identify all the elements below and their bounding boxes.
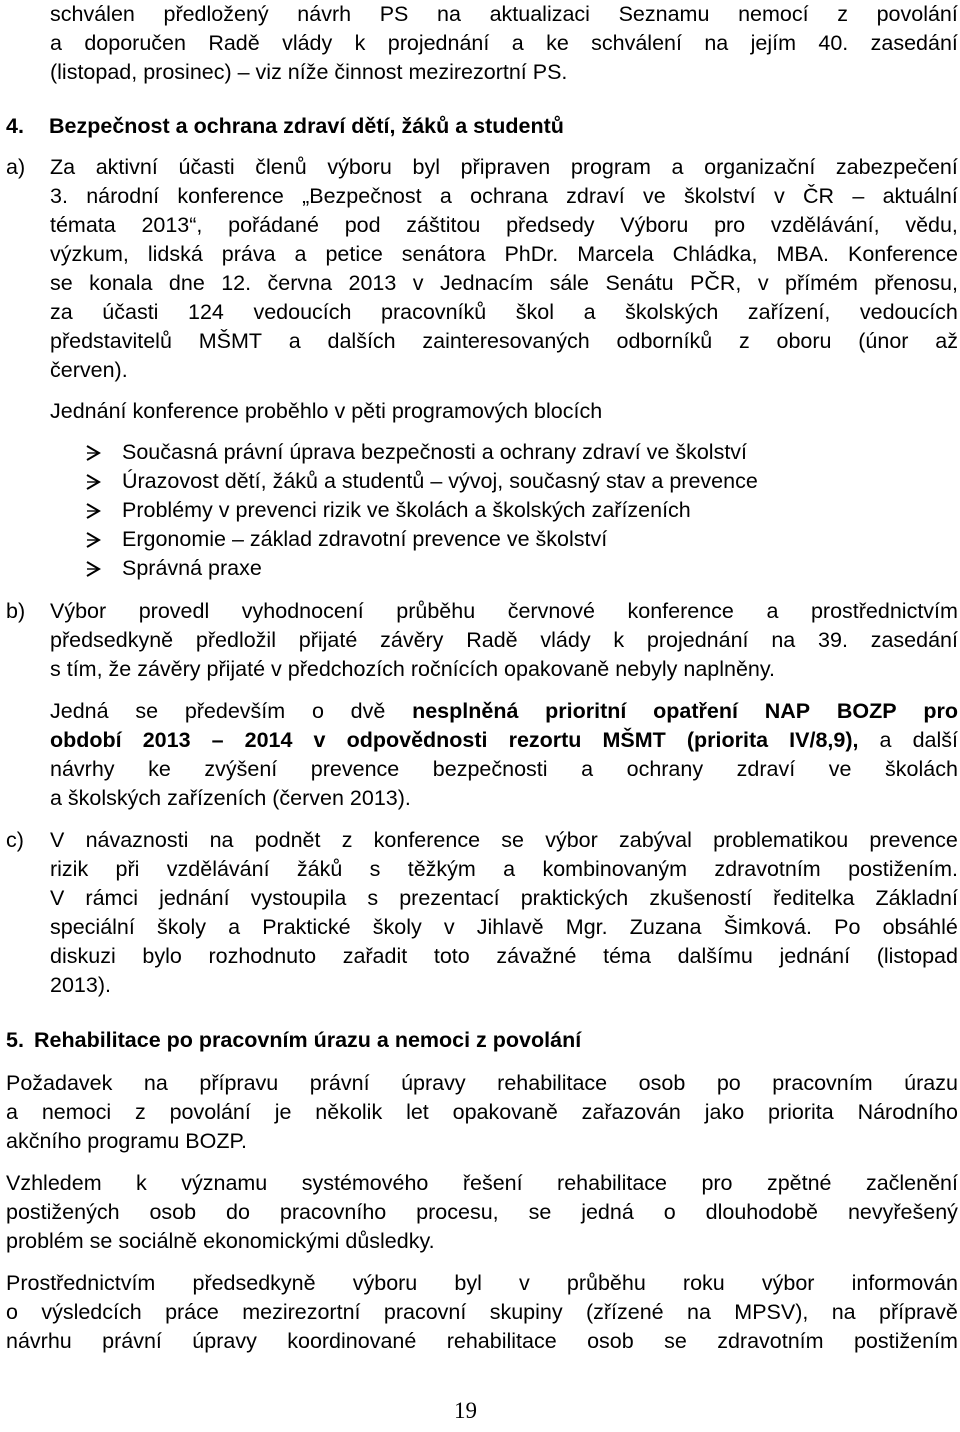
para-5a-line: akčního programu BOZP. [6,1129,248,1153]
para-5a-line: Požadavek na přípravu právní úpravy rehabilitace osob po pracovním úrazu [6,1071,958,1095]
arrow-bullet-icon [84,502,102,520]
intro-line: (listopad, prosinec) – viz níže činnost mezirezortní PS. [50,60,568,84]
item-b-line: s tím, že závěry přijaté v předchozích ročnících opakovaně nebyly naplněny. [50,657,776,681]
list-marker: c) [6,828,24,852]
para-5c-line: Prostřednictvím předsedkyně výboru byl v průběhu roku výbor informován [6,1271,958,1295]
item-a-line: se konala dne 12. června 2013 v Jednacím sále Senátu PČR, v přímém přenosu, [50,271,958,295]
item-b-line: Výbor provedl vyhodnocení průběhu červnové konference a prostřednictvím [50,599,958,623]
page-number: 19 [454,1398,477,1423]
item-b-line: předsedkyně předložil přijaté závěry Radě vlády k projednání na 39. zasedání [50,628,958,652]
item-a-line: červen). [50,358,128,382]
para-5b-line: postižených osob do pracovního procesu, se jedná o dlouhodobě nevyřešený [6,1200,958,1224]
blocks-intro: Jednání konference proběhlo v pěti programových blocích [50,399,603,423]
section-heading: Bezpečnost a ochrana zdraví dětí, žáků a studentů [49,114,564,138]
arrow-bullet-icon [84,444,102,462]
item-c-line: diskuzi bylo rozhodnuto zařadit toto závažné téma dalšímu jednání (listopad [50,944,958,968]
item-a-line: za účasti 124 vedoucích pracovníků škol a školských zařízení, vedoucích [50,300,958,324]
item-a-line: 3. národní konference „Bezpečnost a ochrana zdraví ve školství v ČR – aktuální [50,184,958,208]
section-number: 5. [6,1028,24,1052]
item-c-line: rizik při vzdělávání žáků s těžkým a kombinovaným zdravotním postižením. [50,857,958,881]
list-marker: b) [6,599,26,623]
item-b-para2-line: období 2013 – 2014 v odpovědnosti rezortu MŠMT (priorita IV/8,9), a další [50,728,958,752]
section-heading: Rehabilitace po pracovním úrazu a nemoci z povolání [34,1028,582,1052]
arrow-bullet-icon [84,531,102,549]
list-item: Současná právní úprava bezpečnosti a ochrany zdraví ve školství [122,440,748,464]
item-b-para2-line: návrhy ke zvýšení prevence bezpečnosti a ochrany zdraví ve školách [50,757,958,781]
item-a-line: témata 2013“, pořádané pod záštitou předsedy Výboru pro vzdělávání, vědu, [50,213,958,237]
intro-line: a doporučen Radě vlády k projednání a ke schválení na jejím 40. zasedání [50,31,958,55]
item-c-line: speciální školy a Praktické školy v Jihlavě Mgr. Zuzana Šimková. Po obsáhlé [50,915,958,939]
list-item: Úrazovost dětí, žáků a studentů – vývoj, současný stav a prevence [122,469,758,493]
list-item: Ergonomie – základ zdravotní prevence ve školství [122,527,608,551]
item-a-line: Za aktivní účasti členů výboru byl připraven program a organizační zabezpečení [50,155,958,179]
item-a-line: představitelů MŠMT a dalších zainteresovaných odborníků z oboru (únor až [50,329,958,353]
arrow-bullet-icon [84,560,102,578]
list-item: Problémy v prevenci rizik ve školách a školských zařízeních [122,498,691,522]
item-c-line: V návaznosti na podnět z konference se výbor zabýval problematikou prevence [50,828,958,852]
item-b-para2-line: Jedná se především o dvě nesplněná prioritní opatření NAP BOZP pro [50,699,958,723]
item-c-line: 2013). [50,973,111,997]
para-5c-line: návrhu právní úpravy koordinované rehabilitace osob se zdravotním postižením [6,1329,958,1353]
para-5b-line: Vzhledem k významu systémového řešení rehabilitace pro zpětné začlenění [6,1171,958,1195]
section-number: 4. [6,114,24,138]
item-b-para2-line: a školských zařízeních (červen 2013). [50,786,411,810]
para-5a-line: a nemoci z povolání je několik let opakovaně zařazován jako priorita Národního [6,1100,958,1124]
intro-line: schválen předložený návrh PS na aktualizaci Seznamu nemocí z povolání [50,2,958,26]
item-a-line: výzkum, lidská práva a petice senátora PhDr. Marcela Chládka, MBA. Konference [50,242,958,266]
item-c-line: V rámci jednání vystoupila s prezentací praktických zkušeností ředitelka Základní [50,886,958,910]
list-marker: a) [6,155,26,179]
arrow-bullet-icon [84,473,102,491]
para-5b-line: problém se sociálně ekonomickými důsledky. [6,1229,435,1253]
list-item: Správná praxe [122,556,262,580]
para-5c-line: o výsledcích práce mezirezortní pracovní skupiny (zřízené na MPSV), na přípravě [6,1300,958,1324]
